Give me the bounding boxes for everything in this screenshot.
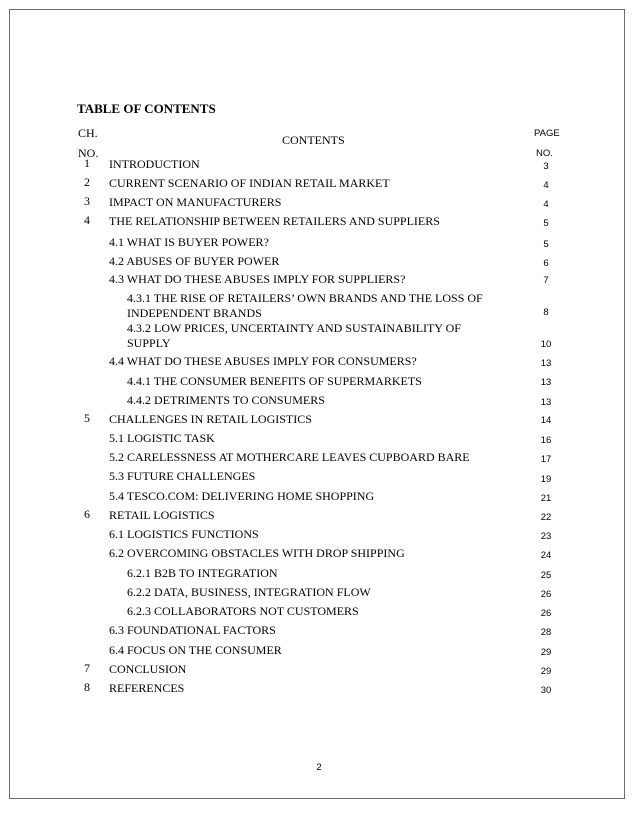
entry-page: 21 xyxy=(540,493,552,504)
entry-title: 6.1 LOGISTICS FUNCTIONS xyxy=(109,527,259,541)
entry-page: 23 xyxy=(540,531,552,542)
entry-title: INTRODUCTION xyxy=(109,157,200,171)
chapter-number: 6 xyxy=(84,507,90,521)
footer-page-number: 2 xyxy=(316,762,322,773)
entry-title: CONCLUSION xyxy=(109,662,187,676)
entry-page: 30 xyxy=(540,685,552,696)
chapter-number: 3 xyxy=(84,194,90,208)
entry-page: 10 xyxy=(540,339,552,350)
entry-title: 4.1 WHAT IS BUYER POWER? xyxy=(109,235,269,249)
document-title: TABLE OF CONTENTS xyxy=(77,101,216,116)
entry-title: 6.2 OVERCOMING OBSTACLES WITH DROP SHIPPING xyxy=(109,546,405,560)
entry-title-continuation: INDEPENDENT BRANDS xyxy=(127,306,262,320)
chapter-number: 4 xyxy=(84,213,90,227)
entry-page: 13 xyxy=(540,358,552,369)
entry-page: 4 xyxy=(543,180,549,191)
entry-title: 4.2 ABUSES OF BUYER POWER xyxy=(109,254,280,268)
entry-page: 6 xyxy=(543,258,549,269)
chapter-number: 5 xyxy=(84,411,90,425)
chapter-header-line2: NO. xyxy=(78,146,99,160)
contents-header: CONTENTS xyxy=(282,133,345,147)
entry-page: 3 xyxy=(543,161,549,172)
entry-page: 24 xyxy=(540,550,552,561)
entry-page: 13 xyxy=(540,397,552,408)
entry-title: THE RELATIONSHIP BETWEEN RETAILERS AND SUPPLIERS xyxy=(109,214,440,228)
entry-title-continuation: SUPPLY xyxy=(127,336,171,350)
entry-title: 4.4.2 DETRIMENTS TO CONSUMERS xyxy=(127,393,325,407)
page-header-line2: NO. xyxy=(536,148,553,159)
entry-page: 22 xyxy=(540,512,552,523)
chapter-number: 2 xyxy=(84,175,90,189)
entry-title: 6.2.1 B2B TO INTEGRATION xyxy=(127,566,278,580)
entry-title: 5.1 LOGISTIC TASK xyxy=(109,431,215,445)
entry-title: 6.2.3 COLLABORATORS NOT CUSTOMERS xyxy=(127,604,359,618)
entry-page: 29 xyxy=(540,666,552,677)
entry-title: 4.3.1 THE RISE OF RETAILERS’ OWN BRANDS AND THE LOSS OF xyxy=(127,291,483,305)
chapter-number: 7 xyxy=(84,661,90,675)
entry-page: 13 xyxy=(540,377,552,388)
entry-title: 6.4 FOCUS ON THE CONSUMER xyxy=(109,643,282,657)
entry-title: 4.4 WHAT DO THESE ABUSES IMPLY FOR CONSUMERS? xyxy=(109,354,417,368)
entry-page: 19 xyxy=(540,474,552,485)
entry-page: 7 xyxy=(543,275,549,286)
entry-title: REFERENCES xyxy=(109,681,185,695)
chapter-number: 1 xyxy=(84,156,90,170)
entry-title: 5.3 FUTURE CHALLENGES xyxy=(109,469,256,483)
entry-page: 26 xyxy=(540,608,552,619)
entry-page: 16 xyxy=(540,435,552,446)
entry-title: 4.4.1 THE CONSUMER BENEFITS OF SUPERMARKETS xyxy=(127,374,422,388)
entry-page: 4 xyxy=(543,199,549,210)
entry-title: 4.3.2 LOW PRICES, UNCERTAINTY AND SUSTAINABILITY OF xyxy=(127,321,461,335)
entry-title: RETAIL LOGISTICS xyxy=(109,508,215,522)
entry-title: CHALLENGES IN RETAIL LOGISTICS xyxy=(109,412,312,426)
entry-title: 6.3 FOUNDATIONAL FACTORS xyxy=(109,623,276,637)
chapter-number: 8 xyxy=(84,680,90,694)
entry-page: 17 xyxy=(540,454,552,465)
entry-title: IMPACT ON MANUFACTURERS xyxy=(109,195,282,209)
page-header-line1: PAGE xyxy=(534,128,560,139)
entry-page: 28 xyxy=(540,627,552,638)
entry-title: 6.2.2 DATA, BUSINESS, INTEGRATION FLOW xyxy=(127,585,371,599)
entry-title: 5.4 TESCO.COM: DELIVERING HOME SHOPPING xyxy=(109,489,375,503)
entry-page: 8 xyxy=(543,307,549,318)
entry-page: 29 xyxy=(540,647,552,658)
entry-page: 5 xyxy=(543,218,549,229)
entry-title: 4.3 WHAT DO THESE ABUSES IMPLY FOR SUPPLIERS? xyxy=(109,272,406,286)
entry-page: 26 xyxy=(540,589,552,600)
entry-title: CURRENT SCENARIO OF INDIAN RETAIL MARKET xyxy=(109,176,390,190)
entry-title: 5.2 CARELESSNESS AT MOTHERCARE LEAVES CUPBOARD BARE xyxy=(109,450,470,464)
entry-page: 25 xyxy=(540,570,552,581)
chapter-header-line1: CH. xyxy=(78,126,98,140)
entry-page: 5 xyxy=(543,239,549,250)
entry-page: 14 xyxy=(540,415,552,426)
